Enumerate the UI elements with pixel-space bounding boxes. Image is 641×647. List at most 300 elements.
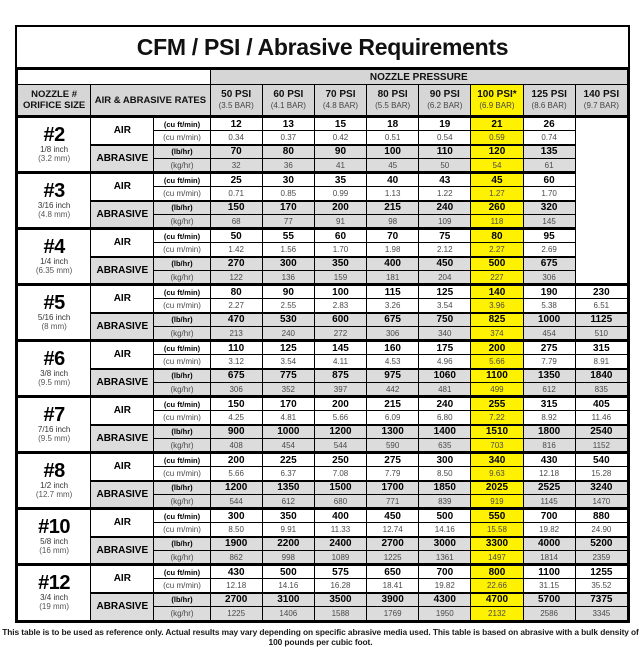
table-row-4-abrasive-lb-row <box>18 257 628 271</box>
nozzle-inch-size: 5/16 inch <box>37 312 71 322</box>
value-cell: 544 <box>210 495 262 509</box>
value-cell: 1769 <box>367 607 419 621</box>
value-cell: 1588 <box>314 607 366 621</box>
bar-label: (4.1 BAR) <box>270 101 306 110</box>
value-cell: 109 <box>419 215 471 229</box>
value-cell: 250 <box>314 453 366 467</box>
nozzle-number: #10 <box>38 515 71 538</box>
value-cell: 340 <box>471 453 523 467</box>
value-cell: 0.74 <box>523 131 575 145</box>
table-row-6-air-cfm-row <box>18 341 628 355</box>
value-cell: 1.70 <box>523 187 575 201</box>
band-spacer <box>18 70 211 85</box>
value-cell: 454 <box>262 439 314 453</box>
value-cell: 600 <box>314 313 366 327</box>
value-cell: 4.96 <box>419 355 471 369</box>
value-cell: 2586 <box>523 607 575 621</box>
air-label: AIR <box>91 117 154 145</box>
value-cell: 2400 <box>314 537 366 551</box>
unit-cell: (kg/hr) <box>154 551 210 565</box>
value-cell: 397 <box>314 383 366 397</box>
nozzle-number: #5 <box>43 291 65 314</box>
value-cell: 1350 <box>523 369 575 383</box>
value-cell: 2525 <box>523 481 575 495</box>
value-cell: 7375 <box>575 593 627 607</box>
unit-cell: (cu ft/min) <box>154 397 210 411</box>
value-cell: 43 <box>419 173 471 187</box>
value-cell: 4.25 <box>210 411 262 425</box>
nozzle-cell-8 <box>18 453 91 509</box>
value-cell: 540 <box>575 453 627 467</box>
value-cell: 204 <box>419 271 471 285</box>
value-cell: 12 <box>210 117 262 131</box>
table-body <box>18 117 628 621</box>
value-cell: 499 <box>471 383 523 397</box>
value-cell: 80 <box>210 285 262 299</box>
nozzle-inch-size: 1/8 inch <box>40 144 69 154</box>
value-cell: 500 <box>419 509 471 523</box>
pressure-header-100psi-highlighted <box>471 85 523 117</box>
value-cell: 1.42 <box>210 243 262 257</box>
value-cell: 1814 <box>523 551 575 565</box>
value-cell: 260 <box>471 201 523 215</box>
value-cell: 306 <box>210 383 262 397</box>
value-cell: 75 <box>419 229 471 243</box>
value-cell: 352 <box>262 383 314 397</box>
bar-label: (8.6 BAR) <box>531 101 567 110</box>
nozzle-inch-size: 3/16 inch <box>37 200 71 210</box>
value-cell: 213 <box>210 327 262 341</box>
value-cell: 55 <box>262 229 314 243</box>
value-cell: 675 <box>523 257 575 271</box>
value-cell: 1200 <box>210 481 262 495</box>
pressure-header-50psi <box>210 85 262 117</box>
value-cell: 12.74 <box>367 523 419 537</box>
unit-cell: (cu ft/min) <box>154 117 210 131</box>
value-cell: 6.80 <box>419 411 471 425</box>
nozzle-number: #6 <box>43 347 65 370</box>
nozzle-cell-5 <box>18 285 91 341</box>
requirements-table <box>17 69 628 621</box>
table-row-12-air-cfm-row <box>18 565 628 579</box>
value-cell: 975 <box>367 369 419 383</box>
value-cell: 900 <box>210 425 262 439</box>
nozzle-cell-3 <box>18 173 91 229</box>
value-cell: 442 <box>367 383 419 397</box>
nozzle-cell-2 <box>18 117 91 173</box>
table-frame <box>15 25 630 623</box>
value-cell: 181 <box>367 271 419 285</box>
value-cell: 18.41 <box>367 579 419 593</box>
psi-label: 125 PSI <box>531 89 567 100</box>
unit-cell: (kg/hr) <box>154 383 210 397</box>
value-cell: 15 <box>314 117 366 131</box>
value-cell: 315 <box>523 397 575 411</box>
pressure-header-90psi <box>419 85 471 117</box>
value-cell: 25 <box>210 173 262 187</box>
value-cell: 300 <box>210 509 262 523</box>
value-cell: 150 <box>210 397 262 411</box>
value-cell: 1255 <box>575 565 627 579</box>
nozzle-number: #12 <box>38 572 71 594</box>
value-cell: 1152 <box>575 439 627 453</box>
value-cell: 1497 <box>471 551 523 565</box>
value-cell: 839 <box>419 495 471 509</box>
value-cell: 1900 <box>210 537 262 551</box>
nozzle-inch-size: 7/16 inch <box>37 424 71 434</box>
value-cell: 612 <box>262 495 314 509</box>
air-label: AIR <box>91 285 154 313</box>
value-cell: 800 <box>471 565 523 579</box>
value-cell: 1000 <box>523 313 575 327</box>
value-cell: 771 <box>367 495 419 509</box>
value-cell: 1000 <box>262 425 314 439</box>
value-cell: 240 <box>262 327 314 341</box>
value-cell: 680 <box>314 495 366 509</box>
table-row-7-abrasive-lb-row <box>18 425 628 439</box>
value-cell: 2200 <box>262 537 314 551</box>
value-cell: 19.82 <box>419 579 471 593</box>
value-cell: 240 <box>419 201 471 215</box>
value-cell: 430 <box>523 453 575 467</box>
value-cell: 170 <box>262 201 314 215</box>
value-cell: 350 <box>262 509 314 523</box>
nozzle-mm-size: (9.5 mm) <box>38 433 71 443</box>
value-cell: 125 <box>262 341 314 355</box>
value-cell: 45 <box>471 173 523 187</box>
value-cell: 32 <box>210 159 262 173</box>
value-cell: 175 <box>419 341 471 355</box>
value-cell: 6.51 <box>575 299 627 313</box>
unit-cell: (kg/hr) <box>154 439 210 453</box>
value-cell: 13 <box>262 117 314 131</box>
value-cell: 15.28 <box>575 467 627 481</box>
value-cell: 40 <box>367 173 419 187</box>
value-cell: 1089 <box>314 551 366 565</box>
nozzle-column-header <box>18 85 91 117</box>
value-cell: 544 <box>314 439 366 453</box>
value-cell: 675 <box>210 369 262 383</box>
unit-cell: (cu m/min) <box>154 523 210 537</box>
value-cell: 500 <box>262 565 314 579</box>
value-cell: 240 <box>419 397 471 411</box>
value-cell: 5.38 <box>523 299 575 313</box>
table-row-8-air-cfm-row <box>18 453 628 467</box>
value-cell: 320 <box>523 201 575 215</box>
value-cell: 110 <box>419 145 471 159</box>
nozzle-number: #2 <box>43 123 65 146</box>
value-cell: 4700 <box>471 593 523 607</box>
bar-label: (4.8 BAR) <box>322 101 359 110</box>
value-cell: 1.56 <box>262 243 314 257</box>
value-cell: 12.18 <box>523 467 575 481</box>
value-cell: 1.98 <box>367 243 419 257</box>
value-cell: 1300 <box>367 425 419 439</box>
pressure-header-140psi <box>575 85 627 117</box>
nozzle-mm-size: (19 mm) <box>39 602 69 611</box>
abrasive-label: ABRASIVE <box>91 593 154 621</box>
value-cell: 340 <box>419 327 471 341</box>
value-cell: 9.91 <box>262 523 314 537</box>
table-row-12-abrasive-lb-row <box>18 593 628 607</box>
value-cell: 225 <box>262 453 314 467</box>
value-cell: 2700 <box>367 537 419 551</box>
value-cell: 306 <box>523 271 575 285</box>
bar-label: (9.7 BAR) <box>583 101 619 110</box>
value-cell: 3300 <box>471 537 523 551</box>
value-cell: 862 <box>210 551 262 565</box>
value-cell: 816 <box>523 439 575 453</box>
unit-cell: (lb/hr) <box>154 201 210 215</box>
table-row-4-air-cfm-row <box>18 229 628 243</box>
value-cell: 2.69 <box>523 243 575 257</box>
psi-label: 60 PSI <box>273 89 304 100</box>
value-cell: 190 <box>523 285 575 299</box>
abrasive-label: ABRASIVE <box>91 425 154 453</box>
nozzle-column-header-line2: ORIFICE SIZE <box>22 100 86 111</box>
value-cell: 1510 <box>471 425 523 439</box>
value-cell: 454 <box>523 327 575 341</box>
value-cell: 45 <box>367 159 419 173</box>
nozzle-mm-size: (8 mm) <box>41 321 67 331</box>
psi-label: 100 PSI* <box>477 89 517 100</box>
value-cell: 5.66 <box>314 411 366 425</box>
bar-label: (6.9 BAR) <box>479 101 515 110</box>
air-label: AIR <box>91 173 154 201</box>
value-cell: 3000 <box>419 537 471 551</box>
value-cell: 1.22 <box>419 187 471 201</box>
air-label: AIR <box>91 565 154 593</box>
value-cell: 750 <box>419 313 471 327</box>
value-cell: 35 <box>314 173 366 187</box>
value-cell: 880 <box>575 509 627 523</box>
unit-cell: (cu ft/min) <box>154 453 210 467</box>
value-cell: 14.16 <box>419 523 471 537</box>
value-cell: 1225 <box>210 607 262 621</box>
value-cell: 12.18 <box>210 579 262 593</box>
value-cell: 80 <box>262 145 314 159</box>
value-cell: 0.71 <box>210 187 262 201</box>
nozzle-cell-6 <box>18 341 91 397</box>
unit-cell: (cu m/min) <box>154 355 210 369</box>
table-row-2-air-cfm-row <box>18 117 628 131</box>
value-cell: 306 <box>367 327 419 341</box>
value-cell: 100 <box>367 145 419 159</box>
value-cell: 4.11 <box>314 355 366 369</box>
unit-cell: (lb/hr) <box>154 257 210 271</box>
value-cell: 1200 <box>314 425 366 439</box>
table-row-5-abrasive-lb-row <box>18 313 628 327</box>
value-cell: 3.12 <box>210 355 262 369</box>
value-cell: 3345 <box>575 607 627 621</box>
value-cell: 7.08 <box>314 467 366 481</box>
table-row-2-abrasive-lb-row <box>18 145 628 159</box>
value-cell: 835 <box>575 383 627 397</box>
table-row-6-abrasive-lb-row <box>18 369 628 383</box>
value-cell: 30 <box>262 173 314 187</box>
air-label: AIR <box>91 341 154 369</box>
air-label: AIR <box>91 397 154 425</box>
bar-label: (5.5 BAR) <box>375 101 411 110</box>
unit-cell: (cu m/min) <box>154 131 210 145</box>
value-cell: 215 <box>367 397 419 411</box>
value-cell: 36 <box>262 159 314 173</box>
value-cell: 919 <box>471 495 523 509</box>
pressure-header-60psi <box>262 85 314 117</box>
nozzle-inch-size: 1/2 inch <box>40 480 69 490</box>
footnote: This table is to be used as reference only. Actual results may vary depending on specific abrasive media used. This table is based on abrasive with a bulk density of 100 pounds per cubic foot. <box>2 627 639 647</box>
value-cell: 2025 <box>471 481 523 495</box>
value-cell: 77 <box>262 215 314 229</box>
value-cell: 15.58 <box>471 523 523 537</box>
value-cell: 50 <box>210 229 262 243</box>
value-cell: 275 <box>367 453 419 467</box>
value-cell: 1100 <box>523 565 575 579</box>
value-cell: 500 <box>471 257 523 271</box>
value-cell: 590 <box>367 439 419 453</box>
value-cell: 481 <box>419 383 471 397</box>
value-cell: 7.22 <box>471 411 523 425</box>
value-cell: 5.66 <box>210 467 262 481</box>
value-cell: 675 <box>367 313 419 327</box>
value-cell: 200 <box>314 201 366 215</box>
nozzle-mm-size: (4.8 mm) <box>38 209 71 219</box>
value-cell: 3240 <box>575 481 627 495</box>
value-cell: 19.82 <box>523 523 575 537</box>
page-title: CFM / PSI / Abrasive Requirements <box>17 27 628 69</box>
value-cell: 159 <box>314 271 366 285</box>
value-cell: 60 <box>523 173 575 187</box>
air-label: AIR <box>91 229 154 257</box>
value-cell: 11.46 <box>575 411 627 425</box>
nozzle-mm-size: (6.35 mm) <box>35 265 73 275</box>
abrasive-label: ABRASIVE <box>91 369 154 397</box>
rates-column-header <box>91 85 210 117</box>
bar-label: (3.5 BAR) <box>218 101 254 110</box>
abrasive-label: ABRASIVE <box>91 313 154 341</box>
value-cell: 3.26 <box>367 299 419 313</box>
value-cell: 19 <box>419 117 471 131</box>
value-cell: 272 <box>314 327 366 341</box>
table-row-10-air-cfm-row <box>18 509 628 523</box>
value-cell: 1350 <box>262 481 314 495</box>
value-cell: 5200 <box>575 537 627 551</box>
value-cell: 650 <box>367 565 419 579</box>
value-cell: 1100 <box>471 369 523 383</box>
unit-cell: (lb/hr) <box>154 481 210 495</box>
value-cell: 0.51 <box>367 131 419 145</box>
value-cell: 255 <box>471 397 523 411</box>
value-cell: 230 <box>575 285 627 299</box>
unit-cell: (cu ft/min) <box>154 341 210 355</box>
unit-cell: (kg/hr) <box>154 271 210 285</box>
value-cell: 2.27 <box>210 299 262 313</box>
value-cell: 145 <box>314 341 366 355</box>
value-cell: 21 <box>471 117 523 131</box>
nozzle-number: #4 <box>43 235 65 258</box>
value-cell: 0.37 <box>262 131 314 145</box>
value-cell: 200 <box>314 397 366 411</box>
bar-label: (6.2 BAR) <box>427 101 463 110</box>
value-cell: 150 <box>210 201 262 215</box>
value-cell: 408 <box>210 439 262 453</box>
value-cell: 470 <box>210 313 262 327</box>
unit-cell: (cu m/min) <box>154 299 210 313</box>
nozzle-mm-size: (3.2 mm) <box>38 153 71 163</box>
empty-140psi-region <box>575 117 627 285</box>
abrasive-label: ABRASIVE <box>91 481 154 509</box>
psi-label: 70 PSI <box>325 89 356 100</box>
nozzle-inch-size: 5/8 inch <box>40 536 69 546</box>
value-cell: 350 <box>314 257 366 271</box>
value-cell: 70 <box>210 145 262 159</box>
value-cell: 4300 <box>419 593 471 607</box>
value-cell: 41 <box>314 159 366 173</box>
unit-cell: (cu m/min) <box>154 467 210 481</box>
nozzle-pressure-header: NOZZLE PRESSURE <box>210 70 627 85</box>
value-cell: 270 <box>210 257 262 271</box>
table-row-3-air-cfm-row <box>18 173 628 187</box>
value-cell: 0.42 <box>314 131 366 145</box>
abrasive-label: ABRASIVE <box>91 201 154 229</box>
pressure-header-125psi <box>523 85 575 117</box>
value-cell: 300 <box>419 453 471 467</box>
value-cell: 1400 <box>419 425 471 439</box>
value-cell: 3.54 <box>262 355 314 369</box>
value-cell: 2359 <box>575 551 627 565</box>
value-cell: 612 <box>523 383 575 397</box>
value-cell: 122 <box>210 271 262 285</box>
value-cell: 1840 <box>575 369 627 383</box>
value-cell: 635 <box>419 439 471 453</box>
value-cell: 110 <box>210 341 262 355</box>
nozzle-number: #8 <box>43 459 65 482</box>
value-cell: 118 <box>471 215 523 229</box>
value-cell: 8.91 <box>575 355 627 369</box>
unit-cell: (lb/hr) <box>154 145 210 159</box>
nozzle-cell-10 <box>18 509 91 565</box>
value-cell: 18 <box>367 117 419 131</box>
value-cell: 22.66 <box>471 579 523 593</box>
value-cell: 450 <box>367 509 419 523</box>
value-cell: 6.09 <box>367 411 419 425</box>
value-cell: 4.81 <box>262 411 314 425</box>
value-cell: 405 <box>575 397 627 411</box>
unit-cell: (lb/hr) <box>154 593 210 607</box>
value-cell: 550 <box>471 509 523 523</box>
value-cell: 31.15 <box>523 579 575 593</box>
table-row-7-air-cfm-row <box>18 397 628 411</box>
nozzle-column-header-line1: NOZZLE # <box>31 89 78 100</box>
nozzle-mm-size: (9.5 mm) <box>38 377 71 387</box>
value-cell: 136 <box>262 271 314 285</box>
value-cell: 90 <box>314 145 366 159</box>
value-cell: 8.50 <box>210 523 262 537</box>
unit-cell: (cu ft/min) <box>154 565 210 579</box>
value-cell: 7.79 <box>367 467 419 481</box>
value-cell: 700 <box>419 565 471 579</box>
value-cell: 115 <box>367 285 419 299</box>
value-cell: 26 <box>523 117 575 131</box>
value-cell: 430 <box>210 565 262 579</box>
psi-label: 80 PSI <box>377 89 408 100</box>
unit-cell: (kg/hr) <box>154 159 210 173</box>
unit-cell: (cu ft/min) <box>154 285 210 299</box>
air-label: AIR <box>91 509 154 537</box>
table-row-10-abrasive-lb-row <box>18 537 628 551</box>
value-cell: 2132 <box>471 607 523 621</box>
value-cell: 1700 <box>367 481 419 495</box>
